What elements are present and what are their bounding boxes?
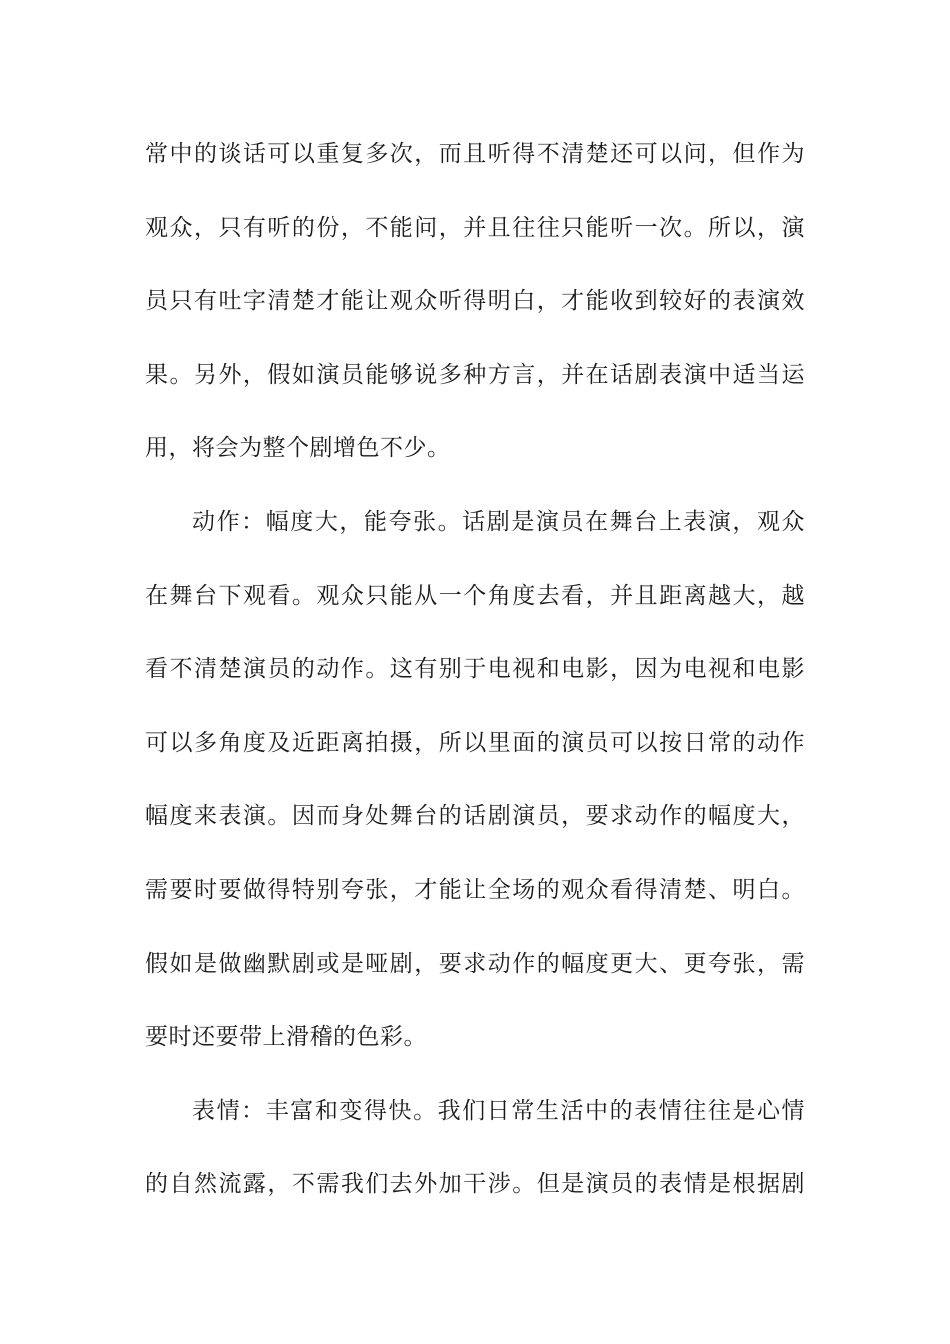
text-line: 表情：丰富和变得快。我们日常生活中的表情往往是心情 xyxy=(192,1097,805,1124)
text-line: 果。另外，假如演员能够说多种方言，并在话剧表演中适当运 xyxy=(145,361,805,388)
body-text xyxy=(145,126,805,1230)
text-line: 看不清楚演员的动作。这有别于电视和电影，因为电视和电影 xyxy=(145,656,805,683)
text-line: 员只有吐字清楚才能让观众听得明白，才能收到较好的表演效 xyxy=(145,288,805,315)
text-line: 常中的谈话可以重复多次，而且听得不清楚还可以问，但作为 xyxy=(145,141,805,167)
text-line: 假如是做幽默剧或是哑剧，要求动作的幅度更大、更夸张，需 xyxy=(145,950,805,977)
text-line: 要时还要带上滑稽的色彩。 xyxy=(145,1024,427,1051)
text-line: 在舞台下观看。观众只能从一个角度去看，并且距离越大，越 xyxy=(145,582,805,609)
text-line: 幅度来表演。因而身处舞台的话剧演员，要求动作的幅度大， xyxy=(145,803,805,830)
text-line: 的自然流露，不需我们去外加干涉。但是演员的表情是根据剧 xyxy=(145,1171,805,1198)
text-line: 可以多角度及近距离拍摄，所以里面的演员可以按日常的动作 xyxy=(145,729,805,756)
text-line: 用，将会为整个剧增色不少。 xyxy=(145,435,451,462)
text-line: 需要时要做得特别夸张，才能让全场的观众看得清楚、明白。 xyxy=(145,876,805,903)
text-line: 动作：幅度大，能夸张。话剧是演员在舞台上表演，观众 xyxy=(192,508,805,535)
text-line: 观众，只有听的份，不能问，并且往往只能听一次。所以，演 xyxy=(145,214,805,241)
